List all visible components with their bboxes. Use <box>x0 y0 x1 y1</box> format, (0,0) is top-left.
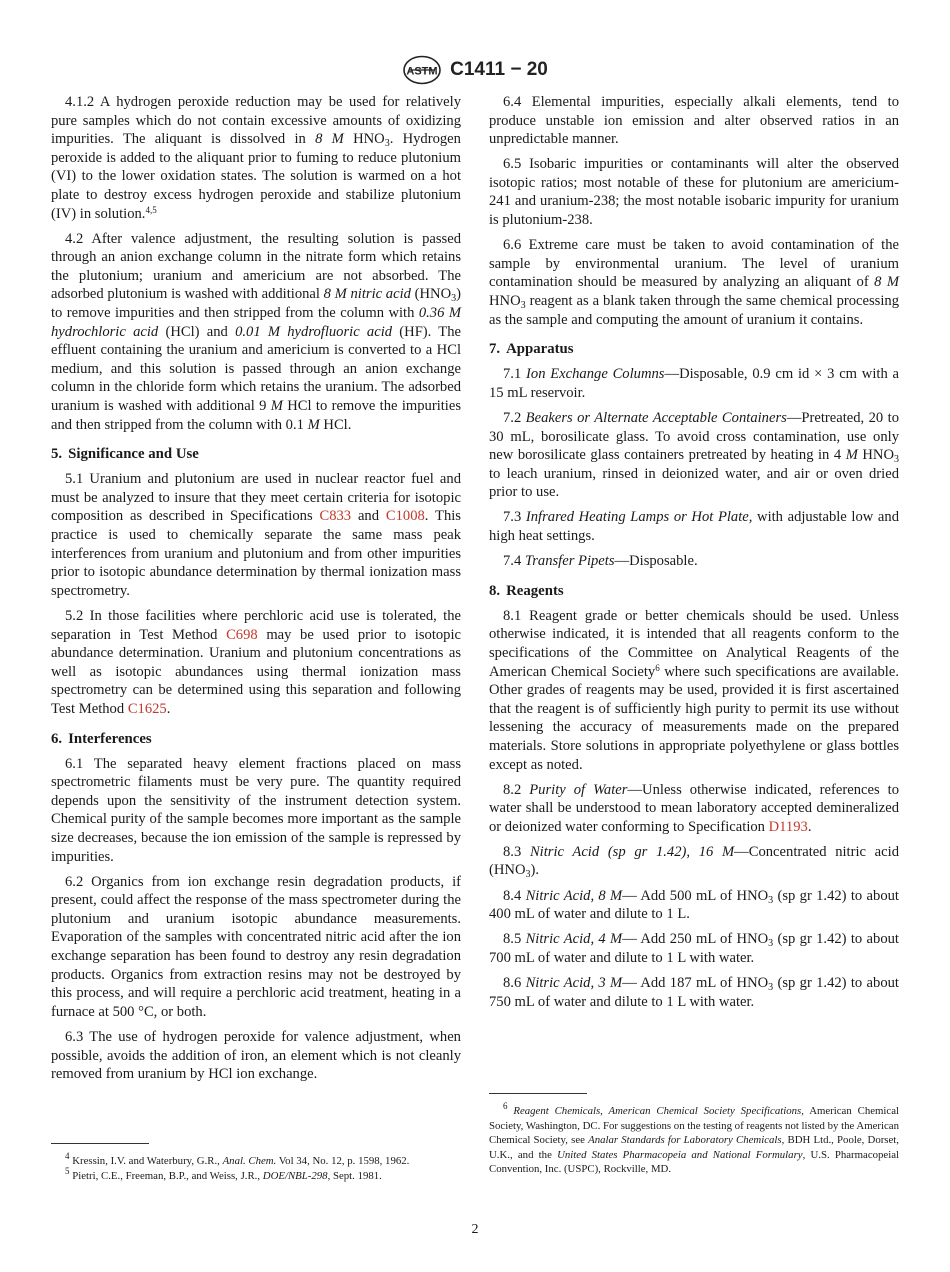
para-6-4: 6.4 Elemental impurities, especially alkali elements, tend to produce unstable ion emission and alter observed ratios in an unpredictable manner. <box>489 94 899 148</box>
para-7-3: 7.3 Infrared Heating Lamps or Hot Plate, with adjustable low and high heat settings. <box>489 509 899 544</box>
left-footnotes <box>51 1143 461 1183</box>
para-5-1: 5.1 Uranium and plutonium are used in nuclear reactor fuel and must be analyzed to insure that they meet certain criteria for isotopic composition as described in Specifications C833 and C1008. This practice is used to chemically separate the same mass peak interferences from uranium and plutonium and from other impurities prior to isotopic abundance determination by thermal ionization mass spectrometry. <box>51 471 461 599</box>
para-6-3: 6.3 The use of hydrogen peroxide for valence adjustment, when possible, avoids the addition of iron, an element which is not cleanly removed from uranium by HCl ion exchange. <box>51 1028 461 1083</box>
para-6-2: 6.2 Organics from ion exchange resin degradation products, if present, could affect the response of the mass spectrometer during the plutonium and uranium isotopic abundance measurements. Evaporation of the samples with concentrated nitric acid after the ion exchange separation has been found to destroy any resin degradation products. Organics from extraction resins may not be destroyed by this process, and will require a perchloric acid treatment, heating in a furnace at 500 °C, or both. <box>51 873 461 1020</box>
document-id: C1411 − 20 <box>450 59 548 80</box>
page-header <box>0 52 950 88</box>
right-column <box>489 93 899 1018</box>
svg-text:ASTM: ASTM <box>406 65 438 78</box>
para-8-4: 8.4 Nitric Acid, 8 M— Add 500 mL of $HNO_3$ (sp gr 1.42) to about 400 mL of water and dilute to 1 L. <box>489 887 899 923</box>
para-8-5: 8.5 Nitric Acid, 4 M— Add 250 mL of $HNO_3$ (sp gr 1.42) to about 700 mL of water and dilute to 1 L with water. <box>489 931 899 966</box>
para-5-2: 5.2 In those facilities where perchloric acid use is tolerated, the separation in Test Method C698 may be used prior to isotopic abundance determination. Uranium and plutonium concentrations as well as isotopic abundances using thermal ionization mass spectrometry can be determined using this separation and following Test Method C1625. <box>51 607 461 717</box>
para-4-1-2: 4.1.2 A hydrogen peroxide reduction may be used for relatively pure samples which do not contain excessive amounts of oxidizing impurities. The aliquant is dissolved in 8 M $HNO_3$. Hydrogen peroxide is added to the aliquant prior to fuming to reduce plutonium (VI) to the lower oxidation states. The solution is warmed on a hot plate to destroy excess hydrogen peroxide and stabilize plutonium (IV) in solution.$^{4,5}$ <box>51 94 461 222</box>
link-c698[interactable]: C698 <box>226 626 258 643</box>
section-7-heading: 7. Apparatus <box>489 341 574 358</box>
footnote-5: $^5$ Pietri, C.E., Freeman, B.P., and Weiss, J.R., DOE/NBL-298, Sept. 1981. <box>65 1165 382 1182</box>
para-6-6: 6.6 Extreme care must be taken to avoid contamination of the sample by environmental uranium. The level of uranium contamination should be measured by analyzing an aliquant of 8 M $HNO_3$ reagent as a blank taken through the same chemical processing as the sample and computing the amount of uranium it contains. <box>489 237 899 328</box>
page-number: 2 <box>471 1222 479 1237</box>
para-4-2: 4.2 After valence adjustment, the resulting solution is passed through an anion exchange column in the nitrate form which retains the plutonium; uranium and americium are not absorbed. The adsorbed plutonium is washed with additional 8 M nitric acid $(HNO_3)$ to remove impurities and then stripped from the column with 0.36 M hydrochloric acid (HCl) and 0.01 M hydrofluoric acid (HF). The effluent containing the uranium and americium is converted to a HCl medium, and this solution is passed through an anion exchange column in the chloride form which retains the uranium. The adsorbed uranium is washed with additional 9 M HCl to remove the impurities and then stripped from the column with 0.1 M HCl. <box>51 230 462 433</box>
footnote-6: $^6$ Reagent Chemicals, American Chemical Society Specifications, American Chemical Society, Washington, DC. For suggestions on the testing of reagents not listed by the American Chemical Society, see Analar Standards for Laboratory Chemicals, BDH Ltd., Poole, Dorset, U.K., and the United States Pharmacopeia and National Formulary, U.S. Pharmacopeial Convention, Inc. (USPC), Rockville, MD. <box>489 1101 900 1176</box>
section-8-heading: 8. Reagents <box>489 582 564 599</box>
para-7-2: 7.2 Beakers or Alternate Acceptable Containers—Pretreated, 20 to 30 mL, borosilicate glass. To avoid cross contamination, use only new borosilicate glass containers pretreated by heating in 4 M $HNO_3$ to leach uranium, rinsed in deionized water, and air or oven dried prior to use. <box>489 409 899 501</box>
para-8-6: 8.6 Nitric Acid, 3 M— Add 187 mL of $HNO_3$ (sp gr 1.42) to about 750 mL of water and dilute to 1 L with water. <box>489 974 899 1010</box>
para-6-5: 6.5 Isobaric impurities or contaminants will alter the observed isotopic ratios; most notable of these for plutonium are americium-241 and uranium-238; the most notable isobaric impurity for uranium is plutonium-238. <box>489 156 899 229</box>
para-7-4: 7.4 Transfer Pipets—Disposable. <box>503 553 698 570</box>
link-c1625[interactable]: C1625 <box>127 700 167 717</box>
right-footnotes <box>489 1093 899 1177</box>
link-c833[interactable]: C833 <box>319 508 352 525</box>
para-8-3: 8.3 Nitric Acid (sp gr 1.42), 16 M—Concentrated nitric acid $(HNO_3)$. <box>489 843 899 881</box>
footnote-4: $^4$ Kressin, I.V. and Waterbury, G.R., Anal. Chem. Vol 34, No. 12, p. 1598, 1962. <box>65 1151 410 1167</box>
para-8-2: 8.2 Purity of Water—Unless otherwise indicated, references to water shall be understood to mean laboratory accepted demineralized or deionized water conforming to Specification D1193. <box>489 781 899 835</box>
link-d1193[interactable]: D1193 <box>768 818 808 835</box>
para-7-1: 7.1 Ion Exchange Columns—Disposable, 0.9 cm id × 3 cm with a 15 mL reservoir. <box>489 366 900 401</box>
section-5-heading: 5. Significance and Use <box>51 446 199 463</box>
section-6-heading: 6. Interferences <box>51 730 152 747</box>
left-column <box>51 93 461 1090</box>
para-8-1: 8.1 Reagent grade or better chemicals should be used. Unless otherwise indicated, it is intended that all reagents conform to the specifications of the Committee on Analytical Reagents of the American Chemical Society$^6$ where such specifications are available. Other grades of reagents may be used, provided it is first ascertained that the reagent is of sufficiently high purity to permit its use without lessening the accuracy of measurements made on the prepared materials. Store solutions in appropriate polyethylene or glass bottles except as noted. <box>489 607 899 773</box>
link-c1008[interactable]: C1008 <box>385 508 425 525</box>
para-6-1: 6.1 The separated heavy element fractions placed on mass spectrometric filaments must be very pure. The quantity required depends upon the sensitivity of the instrument detection system. Chemical purity of the sample becomes more important as the sample size decreases, because the ion emission of the sample is repressed by impurities. <box>51 755 462 865</box>
astm-logo-icon <box>402 55 442 85</box>
